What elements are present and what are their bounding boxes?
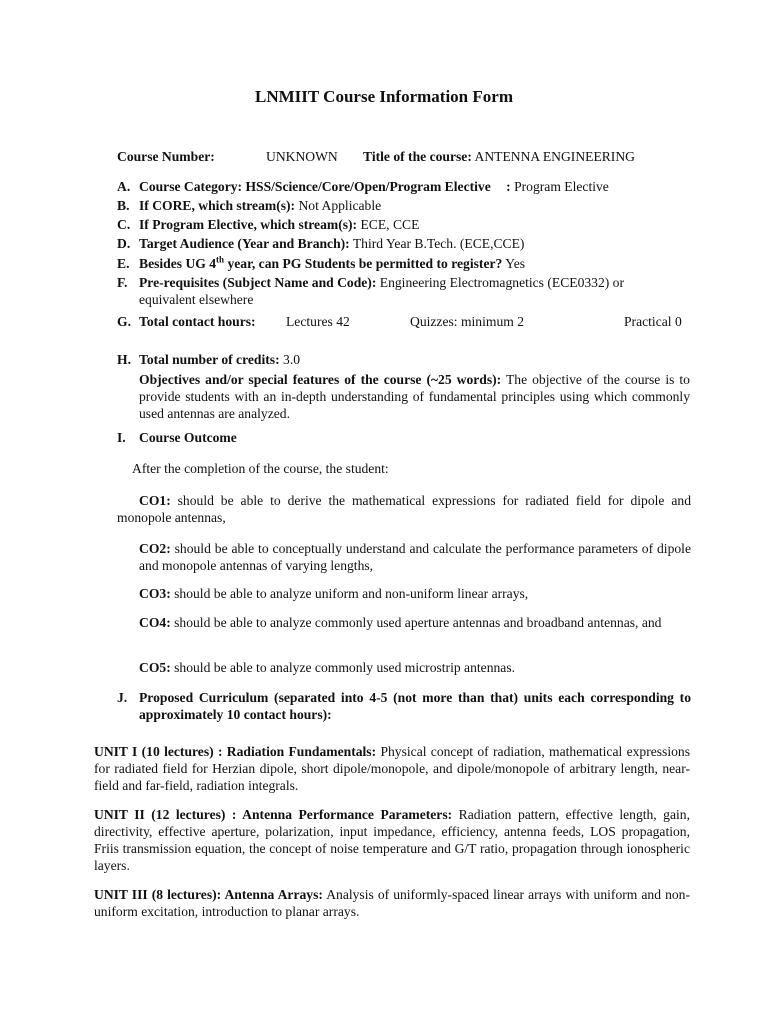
item-g-practical: Practical 0 [624, 314, 682, 329]
unit-heading: UNIT I (10 lectures) : Radiation Fundamentals: [94, 744, 377, 759]
unit-2 [94, 806, 690, 874]
unit-text: Radiation pattern, effective length, gain, directivity, effective aperture, polarization, input impedance, efficiency, antenna feeds, LOS propagation, Friis transmission equation, the concept of noise temperature and G/T ratio, propagation through ionospheric layers. [94, 807, 690, 873]
item-c-value: ECE, CCE [360, 217, 420, 232]
item-i-letter: I. [117, 430, 126, 445]
item-f-value: Engineering Electromagnetics (ECE0332) or equivalent elsewhere [139, 275, 625, 307]
course-title-label: Title of the course: [363, 149, 472, 164]
item-g-quizzes: Quizzes: minimum 2 [410, 314, 525, 329]
outcome-code: CO3: [139, 586, 171, 601]
course-number-value: UNKNOWN [266, 149, 338, 164]
item-g-letter: G. [117, 314, 131, 329]
item-b-value: Not Applicable [298, 198, 382, 213]
outcome-text: should be able to conceptually understand and calculate the performance parameters of dipole and monopole antennas of varying lengths, [139, 541, 691, 573]
item-f-label: Pre-requisites (Subject Name and Code): [139, 275, 377, 290]
item-a-label: Course Category: HSS/Science/Core/Open/Program Elective [139, 179, 491, 194]
item-c [117, 216, 697, 233]
item-b-label: If CORE, which stream(s): [139, 198, 296, 213]
item-j-letter: J. [117, 690, 128, 705]
objectives-paragraph [139, 371, 690, 422]
course-number-row [117, 148, 215, 165]
item-h-value: 3.0 [283, 352, 301, 367]
item-f-letter: F. [117, 275, 128, 290]
form-title: LNMIIT Course Information Form [255, 87, 513, 106]
item-g-label: Total contact hours: [139, 314, 256, 329]
item-j [117, 689, 691, 723]
item-j-label: Proposed Curriculum (separated into 4-5 (not more than that) units each corresponding to approximately 10 contact hours): [139, 690, 691, 722]
item-b-letter: B. [117, 198, 130, 213]
item-e-label-sup: th [216, 254, 225, 265]
item-h [117, 351, 697, 368]
course-number-value-wrap [266, 148, 338, 165]
item-h-letter: H. [117, 352, 131, 367]
outcome-co5 [139, 659, 691, 676]
outcome-co4 [139, 614, 691, 631]
item-g-lectures: Lectures 42 [286, 314, 350, 329]
item-g [117, 313, 697, 330]
outcome-co2 [139, 540, 691, 574]
outcome-code: CO2: [139, 541, 171, 556]
item-f [117, 274, 682, 308]
item-a-sep: : [506, 179, 511, 194]
unit-heading: UNIT III (8 lectures): Antenna Arrays: [94, 887, 323, 902]
item-e-letter: E. [117, 256, 130, 271]
item-e-label-post: year, can PG Students be permitted to register? [224, 256, 503, 271]
item-a-value: Program Elective [514, 179, 609, 194]
outcome-intro: After the completion of the course, the student: [132, 461, 389, 476]
item-e-label-pre: Besides UG 4 [139, 256, 217, 271]
outcome-code: CO4: [139, 615, 171, 630]
item-e-value: Yes [505, 256, 526, 271]
item-c-label: If Program Elective, which stream(s): [139, 217, 358, 232]
item-b [117, 197, 697, 214]
item-i-label: Course Outcome [139, 430, 237, 445]
unit-heading: UNIT II (12 lectures) : Antenna Performance Parameters: [94, 807, 453, 822]
outcome-co1 [117, 492, 691, 526]
item-a [117, 178, 697, 195]
item-d-letter: D. [117, 236, 131, 251]
outcome-text: should be able to analyze commonly used aperture antennas and broadband antennas, and [174, 615, 662, 630]
outcome-text: should be able to derive the mathematical expressions for radiated field for dipole and monopole antennas, [117, 493, 691, 525]
unit-text: Physical concept of radiation, mathematical expressions for radiated field for Herzian dipole, short dipole/monopole, and dipole/monopole of arbitrary length, near-field and far-field, radiation integrals. [94, 744, 690, 793]
objectives-value: The objective of the course is to provide students with an in-depth understanding of fundamental principles using which commonly used antennas are analyzed. [139, 372, 690, 421]
outcome-code: CO5: [139, 660, 171, 675]
item-d-label: Target Audience (Year and Branch): [139, 236, 350, 251]
course-number-label: Course Number: [117, 149, 215, 164]
item-d-value: Third Year B.Tech. (ECE,CCE) [352, 236, 525, 251]
course-title-row [363, 148, 635, 165]
outcome-text: should be able to analyze commonly used microstrip antennas. [174, 660, 516, 675]
item-a-letter: A. [117, 179, 131, 194]
outcome-co3 [139, 585, 691, 602]
item-c-letter: C. [117, 217, 131, 232]
unit-text: Analysis of uniformly-spaced linear arrays with uniform and non-uniform excitation, introduction to planar arrays. [94, 887, 690, 919]
unit-1 [94, 743, 690, 794]
item-i [117, 429, 697, 446]
objectives-label: Objectives and/or special features of the course (~25 words): [139, 372, 502, 387]
course-title-value: ANTENNA ENGINEERING [474, 149, 635, 164]
unit-3 [94, 886, 690, 920]
outcome-code: CO1: [139, 493, 171, 508]
outcome-text: should be able to analyze uniform and non-uniform linear arrays, [174, 586, 529, 601]
item-d [117, 235, 697, 252]
item-h-label: Total number of credits: [139, 352, 280, 367]
item-e [117, 255, 697, 272]
